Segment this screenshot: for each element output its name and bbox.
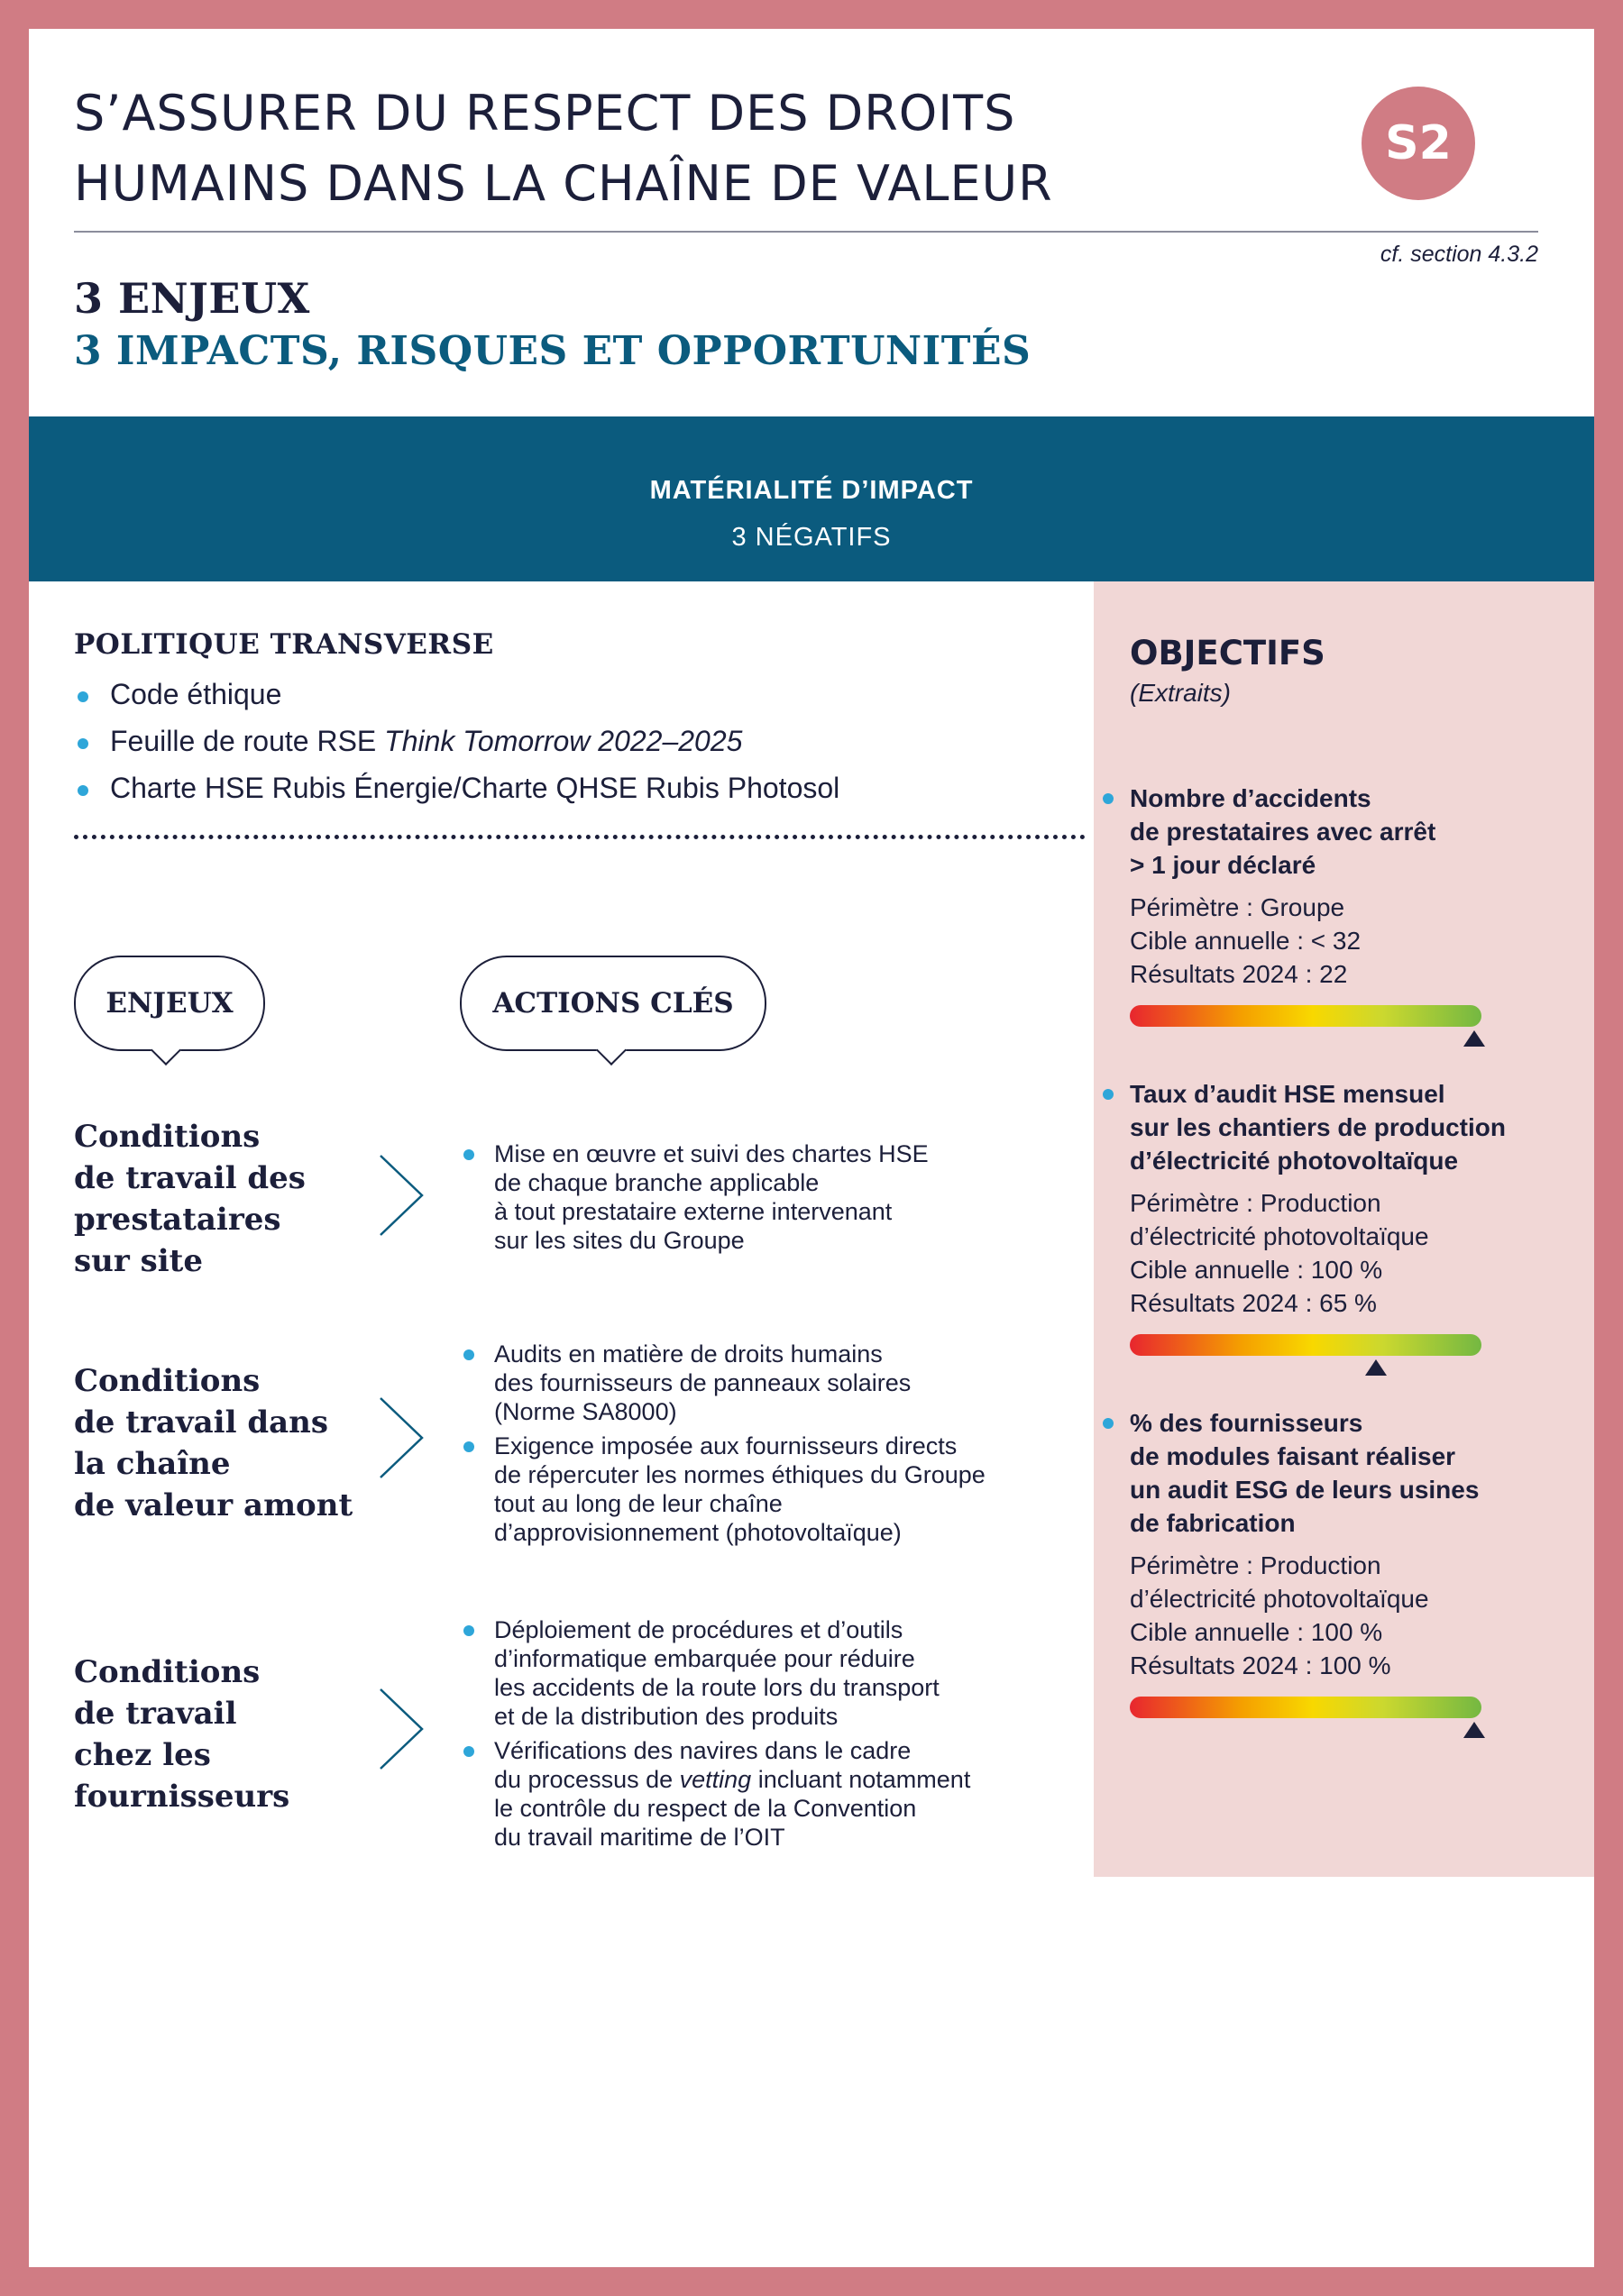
- dotted-divider: [74, 835, 1086, 839]
- policy-title: POLITIQUE TRANSVERSE: [74, 628, 494, 661]
- action-text: incluant notamment: [751, 1766, 971, 1793]
- progress-gauge: [1130, 1697, 1481, 1718]
- bullet-icon: [463, 1625, 474, 1636]
- objectives-panel: [1094, 581, 1594, 1877]
- policy-item: [74, 718, 839, 764]
- gauge-marker-icon: [1463, 1722, 1485, 1738]
- policy-list: [74, 671, 839, 811]
- enjeu-title: [74, 1116, 306, 1282]
- enjeux-bubble: [74, 956, 265, 1051]
- objective-name-line: un audit ESG de leurs usines: [1130, 1476, 1480, 1504]
- section-reference: cf. section 4.3.2: [1380, 242, 1538, 267]
- objective-name: [1130, 1406, 1581, 1540]
- action-line: de répercuter les normes éthiques du Groupe: [494, 1461, 986, 1488]
- objective-detail: Cible annuelle : < 32: [1130, 927, 1362, 955]
- action-line: de chaque branche applicable: [494, 1169, 820, 1196]
- objective-item: [1130, 1406, 1581, 1718]
- actions-list: [462, 1139, 1093, 1260]
- policy-item-text: Charte HSE Rubis Énergie/Charte QHSE Rubis Photosol: [110, 772, 840, 804]
- action-line: des fournisseurs de panneaux solaires: [494, 1369, 912, 1396]
- progress-gauge: [1130, 1005, 1481, 1027]
- bullet-icon: [463, 1441, 474, 1452]
- objective-name-line: Taux d’audit HSE mensuel: [1130, 1080, 1445, 1108]
- enjeu-line: Conditions: [74, 1119, 261, 1155]
- bullet-icon: [463, 1349, 474, 1360]
- enjeux-count: 3 ENJEUX: [74, 274, 310, 323]
- bullet-icon: [78, 691, 88, 702]
- bullet-icon: [1103, 1089, 1114, 1100]
- bubble-label: ACTIONS CLÉS: [492, 987, 734, 1020]
- bubble-tail: [151, 1035, 181, 1066]
- policy-item: [74, 764, 839, 811]
- action-line: [494, 1765, 1093, 1794]
- actions-list: [462, 1615, 1093, 1857]
- objective-name: [1130, 782, 1581, 882]
- gauge-marker-icon: [1365, 1359, 1387, 1376]
- policy-item-italic: Think Tomorrow 2022–2025: [384, 725, 743, 757]
- objective-name-line: % des fournisseurs: [1130, 1409, 1363, 1437]
- policy-item-text: Feuille de route RSE: [110, 725, 385, 757]
- enjeu-title: [74, 1651, 289, 1817]
- title-line: S’ASSURER DU RESPECT DES DROITS: [74, 85, 1016, 142]
- gauge-bar: [1130, 1005, 1481, 1027]
- header-divider: [74, 231, 1538, 233]
- action-line: d’approvisionnement (photovoltaïque): [494, 1519, 902, 1546]
- objective-detail: Résultats 2024 : 22: [1130, 960, 1348, 988]
- objective-detail: Cible annuelle : 100 %: [1130, 1256, 1383, 1284]
- banner-title: MATÉRIALITÉ D’IMPACT: [649, 476, 974, 505]
- objective-name-line: de modules faisant réaliser: [1130, 1442, 1456, 1470]
- objective-detail: d’électricité photovoltaïque: [1130, 1222, 1429, 1250]
- bullet-icon: [1103, 1418, 1114, 1429]
- page-title: [74, 78, 1053, 219]
- enjeu-line: fournisseurs: [74, 1779, 290, 1815]
- bullet-icon: [78, 738, 88, 749]
- enjeu-line: de valeur amont: [74, 1487, 353, 1523]
- policy-item: [74, 671, 839, 718]
- actions-bubble: [460, 956, 766, 1051]
- enjeu-line: de travail dans: [74, 1404, 329, 1441]
- action-item: [462, 1615, 1093, 1731]
- objectives-title: OBJECTIFS: [1130, 634, 1325, 672]
- materiality-banner: [29, 416, 1594, 581]
- chevron-right-icon: [375, 1686, 429, 1772]
- bubble-tail: [596, 1035, 627, 1066]
- objective-name-line: > 1 jour déclaré: [1130, 851, 1316, 879]
- action-line: d’informatique embarquée pour réduire: [494, 1645, 915, 1672]
- action-line: et de la distribution des produits: [494, 1703, 839, 1730]
- objective-name: [1130, 1077, 1581, 1177]
- iro-count: 3 IMPACTS, RISQUES ET OPPORTUNITÉS: [74, 328, 1032, 374]
- objective-details: [1130, 1186, 1581, 1320]
- gauge-marker-icon: [1463, 1030, 1485, 1047]
- action-line: sur les sites du Groupe: [494, 1227, 745, 1254]
- action-item: [462, 1340, 1093, 1426]
- action-line: les accidents de la route lors du transport: [494, 1674, 940, 1701]
- action-line: (Norme SA8000): [494, 1398, 677, 1425]
- objective-detail: Périmètre : Production: [1130, 1189, 1381, 1217]
- objective-detail: d’électricité photovoltaïque: [1130, 1585, 1429, 1613]
- objective-name-line: Nombre d’accidents: [1130, 784, 1371, 812]
- action-item: [462, 1736, 1093, 1852]
- objective-detail: Périmètre : Groupe: [1130, 893, 1345, 921]
- enjeu-line: sur site: [74, 1243, 204, 1279]
- action-line: le contrôle du respect de la Convention: [494, 1795, 917, 1822]
- enjeu-line: Conditions: [74, 1654, 261, 1690]
- gauge-bar: [1130, 1334, 1481, 1356]
- chevron-right-icon: [375, 1395, 429, 1481]
- bubble-label: ENJEUX: [105, 987, 234, 1020]
- chevron-right-icon: [375, 1152, 429, 1239]
- enjeu-line: de travail des: [74, 1160, 306, 1196]
- objective-name-line: de prestataires avec arrêt: [1130, 818, 1436, 846]
- objective-detail: Périmètre : Production: [1130, 1551, 1381, 1579]
- action-line: Vérifications des navires dans le cadre: [494, 1737, 912, 1764]
- policy-item-text: Code éthique: [110, 678, 282, 710]
- progress-gauge: [1130, 1334, 1481, 1356]
- objective-details: [1130, 891, 1581, 991]
- action-item: [462, 1139, 1093, 1255]
- title-line: HUMAINS DANS LA CHAÎNE DE VALEUR: [74, 155, 1053, 212]
- action-line: à tout prestataire externe intervenant: [494, 1198, 893, 1225]
- objective-detail: Résultats 2024 : 65 %: [1130, 1289, 1377, 1317]
- objective-detail: Résultats 2024 : 100 %: [1130, 1651, 1391, 1679]
- enjeu-line: Conditions: [74, 1363, 261, 1399]
- objectives-subtitle: (Extraits): [1130, 679, 1231, 707]
- objective-name-line: d’électricité photovoltaïque: [1130, 1147, 1459, 1175]
- enjeu-line: la chaîne: [74, 1446, 231, 1482]
- objective-item: [1130, 1077, 1581, 1356]
- objective-name-line: sur les chantiers de production: [1130, 1113, 1506, 1141]
- banner-subtitle: 3 NÉGATIFS: [731, 523, 892, 552]
- enjeu-title: [74, 1360, 353, 1526]
- action-text: du processus de: [494, 1766, 680, 1793]
- action-line: Déploiement de procédures et d’outils: [494, 1616, 903, 1643]
- bullet-icon: [463, 1746, 474, 1757]
- action-line: du travail maritime de l’OIT: [494, 1824, 785, 1851]
- enjeu-line: chez les: [74, 1737, 211, 1773]
- section-badge: S2: [1362, 87, 1475, 200]
- action-italic: vetting: [679, 1766, 752, 1793]
- gauge-bar: [1130, 1697, 1481, 1718]
- actions-list: [462, 1340, 1093, 1552]
- action-line: Audits en matière de droits humains: [494, 1340, 883, 1368]
- objective-detail: Cible annuelle : 100 %: [1130, 1618, 1383, 1646]
- enjeu-line: prestataires: [74, 1202, 281, 1238]
- bullet-icon: [1103, 793, 1114, 804]
- action-line: tout au long de leur chaîne: [494, 1490, 783, 1517]
- objective-item: [1130, 782, 1581, 1027]
- bullet-icon: [78, 785, 88, 796]
- action-item: [462, 1432, 1093, 1547]
- action-line: Exigence imposée aux fournisseurs directs: [494, 1432, 958, 1459]
- bullet-icon: [463, 1149, 474, 1160]
- page: [29, 29, 1594, 2267]
- enjeu-line: de travail: [74, 1696, 237, 1732]
- action-line: Mise en œuvre et suivi des chartes HSE: [494, 1140, 929, 1167]
- objective-name-line: de fabrication: [1130, 1509, 1296, 1537]
- objective-details: [1130, 1549, 1581, 1682]
